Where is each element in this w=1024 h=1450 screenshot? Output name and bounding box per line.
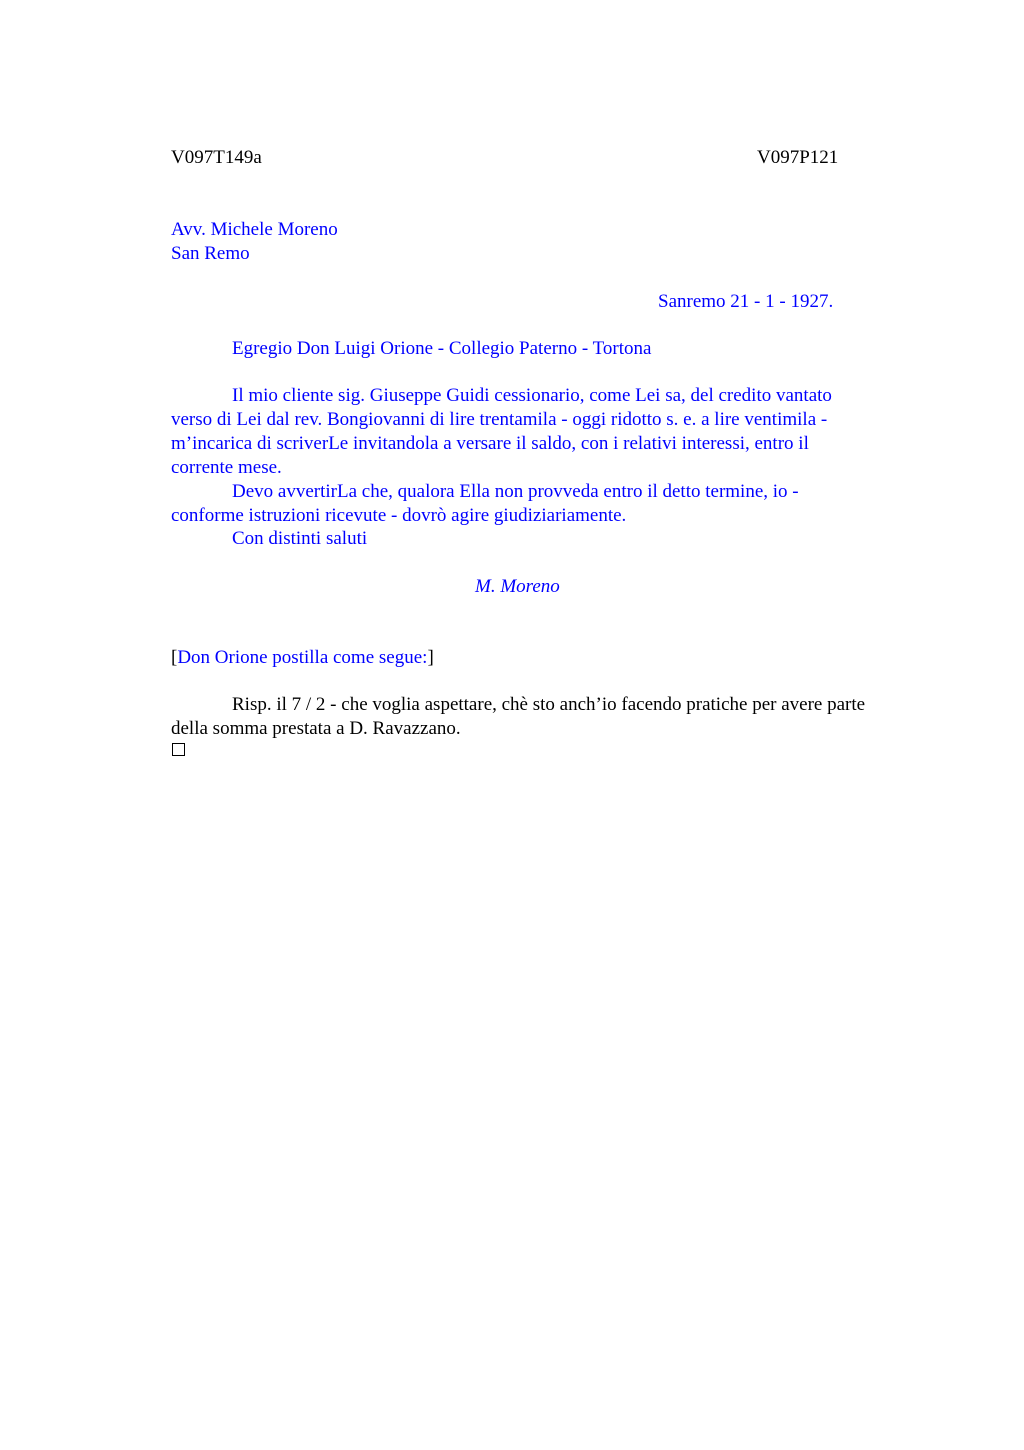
body-p2-line-1: Devo avvertirLa che, qualora Ella non provveda entro il detto termine, io - [232,481,799,502]
sender-name: Avv. Michele Moreno [171,219,338,240]
note-open-bracket: [ [171,647,178,668]
body-p1-line-1: Il mio cliente sig. Giuseppe Guidi cessionario, come Lei sa, del credito vantato [232,385,832,406]
body-p1-line-2: verso di Lei dal rev. Bongiovanni di lire trentamila - oggi ridotto s. e. a lire ventimila - [171,409,828,430]
header-left-code: V097T149a [171,147,262,168]
reply-line-2: della somma prestata a D. Ravazzano. [171,718,461,739]
body-p1-line-3: m’incarica di scriverLe invitandola a versare il saldo, con i relativi interessi, entro il [171,433,809,454]
body-paragraph-1 [171,384,931,480]
editorial-note [171,646,434,670]
note-close-bracket: ] [427,647,434,668]
sender-city: San Remo [171,243,250,264]
letter-date: Sanremo 21 - 1 - 1927. [658,291,834,312]
reply-paragraph [171,693,931,741]
closing: Con distinti saluti [232,528,368,549]
body-p1-line-4: corrente mese. [171,457,282,478]
body-p2-line-2: conforme istruzioni ricevute - dovrò agire giudiziariamente. [171,505,627,526]
reply-line-1: Risp. il 7 / 2 - che voglia aspettare, chè sto anch’io facendo pratiche per avere parte [232,694,866,715]
header-right-code: V097P121 [757,147,839,168]
salutation: Egregio Don Luigi Orione - Collegio Paterno - Tortona [232,338,652,359]
note-text: Don Orione postilla come segue: [177,647,428,668]
square-outline-icon [172,743,185,756]
body-paragraph-2 [171,480,931,528]
signature: M. Moreno [475,576,560,597]
